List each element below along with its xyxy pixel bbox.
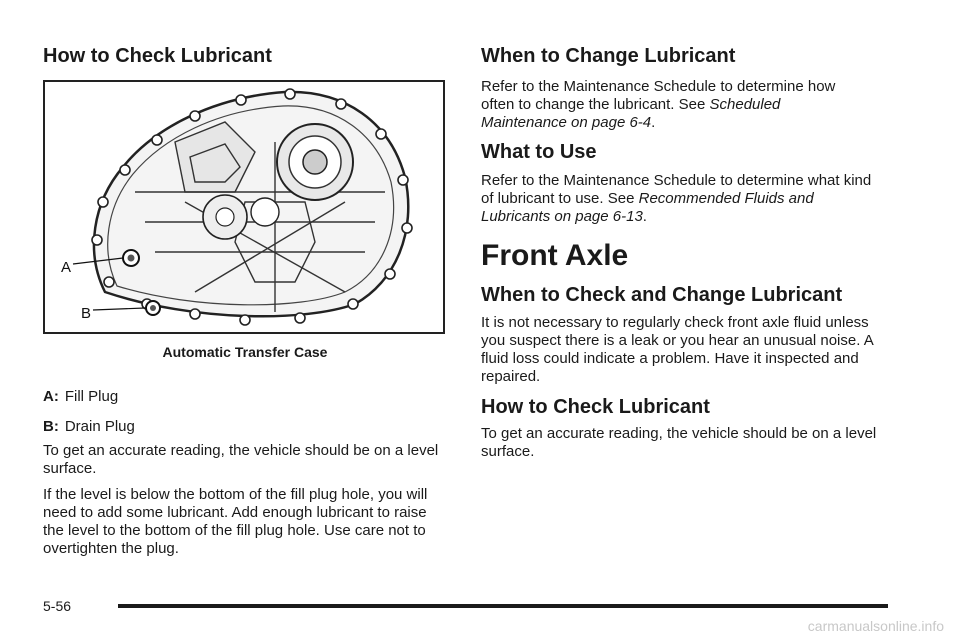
callout-a-label: A <box>61 259 72 276</box>
legend-item-a <box>43 388 118 405</box>
left-paragraph-1: To get an accurate reading, the vehicle should be on a level surface. <box>43 442 439 477</box>
chapter-title: Front Axle <box>481 239 629 272</box>
link-recommended-fluids[interactable]: Recommended Fluids and Lubricants on page 6-13 <box>481 190 814 225</box>
left-heading: How to Check Lubricant <box>43 45 272 67</box>
para-text: . <box>642 208 647 225</box>
legend-item-b <box>43 418 135 435</box>
callout-b-label: B <box>81 305 92 322</box>
heading-when-to-check: When to Check and Change Lubricant <box>481 284 843 306</box>
figure-caption: Automatic Transfer Case <box>162 344 328 360</box>
link-scheduled-maintenance[interactable]: Scheduled Maintenance on page 6-4 <box>481 96 781 131</box>
footer-rule <box>118 604 888 608</box>
legend-text: Fill Plug <box>64 388 119 405</box>
legend-text: Drain Plug <box>64 418 135 435</box>
right-paragraph-2 <box>481 172 881 226</box>
page-number: 5-56 <box>43 598 72 614</box>
heading-what-to-use: What to Use <box>481 141 597 163</box>
para-text: Refer to the Maintenance Schedule to determine what kind of lubricant to use. See <box>481 172 872 207</box>
right-paragraph-1 <box>481 78 857 132</box>
transfer-case-figure <box>43 80 445 334</box>
transfer-case-illustration <box>45 82 443 332</box>
right-paragraph-4: To get an accurate reading, the vehicle should be on a level surface. <box>481 425 877 460</box>
legend-key: B: <box>43 418 59 435</box>
watermark: carmanualsonline.info <box>807 618 944 634</box>
right-paragraph-3: It is not necessary to regularly check front axle fluid unless you suspect there is a leak or you hear an unusual noise. A fluid loss could indicate a problem. Have it inspected and repaired. <box>481 314 873 385</box>
left-paragraph-2: If the level is below the bottom of the fill plug hole, you will need to add some lubricant. Add enough lubricant to raise the level to the bottom of the fill plug hole. Use care not to overtighten the plug. <box>43 486 428 557</box>
para-text: . <box>651 114 656 131</box>
heading-how-to-check-right: How to Check Lubricant <box>481 396 710 418</box>
heading-when-to-change: When to Change Lubricant <box>481 45 736 67</box>
para-text: Refer to the Maintenance Schedule to determine how often to change the lubricant. See <box>481 78 836 113</box>
legend-key: A: <box>43 388 59 405</box>
